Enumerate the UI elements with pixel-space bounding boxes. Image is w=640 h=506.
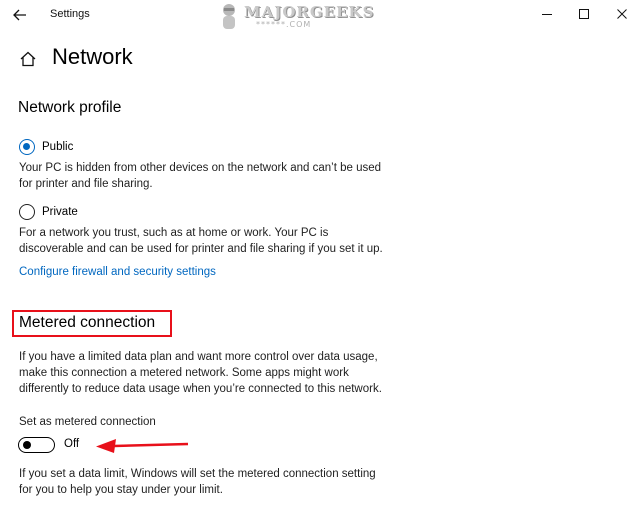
home-icon — [18, 49, 38, 69]
maximize-button[interactable] — [576, 6, 592, 22]
public-label[interactable]: Public — [42, 141, 74, 153]
close-icon — [614, 6, 630, 22]
metered-toggle[interactable] — [18, 437, 55, 453]
public-radio[interactable] — [19, 139, 35, 155]
home-button[interactable] — [18, 49, 38, 69]
data-limit-description: If you set a data limit, Windows will set the metered connection setting for you to help you stay under your limit. — [19, 468, 376, 496]
back-arrow-icon — [8, 4, 32, 26]
network-profile-heading: Network profile — [18, 99, 122, 116]
private-radio[interactable] — [19, 204, 35, 220]
annotation-arrow-icon — [92, 436, 192, 456]
public-description: Your PC is hidden from other devices on the network and can’t be used for printer and file sharing. — [19, 162, 382, 190]
metered-description: If you have a limited data plan and want more control over data usage, make this connection a metered network. Some apps might work differently to reduce data usage when you’re connected to this network. — [19, 351, 382, 395]
close-button[interactable] — [614, 6, 630, 22]
minimize-icon — [539, 6, 555, 22]
geek-mascot-icon — [216, 1, 242, 33]
watermark-logo — [216, 0, 375, 34]
window-title: Settings — [50, 8, 90, 20]
metered-connection-heading: Metered connection — [19, 314, 156, 331]
private-label[interactable]: Private — [42, 206, 78, 218]
toggle-state-label: Off — [64, 438, 80, 450]
page-title: Network — [52, 44, 133, 69]
configure-firewall-link[interactable]: Configure firewall and security settings — [19, 266, 216, 278]
maximize-icon — [576, 6, 592, 22]
watermark-brand: MAJORGEEKS — [244, 3, 375, 21]
toggle-knob — [23, 441, 31, 449]
metered-toggle-label: Set as metered connection — [19, 416, 156, 428]
back-button[interactable] — [8, 4, 32, 26]
minimize-button[interactable] — [539, 6, 555, 22]
watermark-sub: ******.COM — [256, 20, 312, 29]
private-description: For a network you trust, such as at home or work. Your PC is discoverable and can be used for printer and file sharing if you set it up. — [19, 227, 383, 255]
